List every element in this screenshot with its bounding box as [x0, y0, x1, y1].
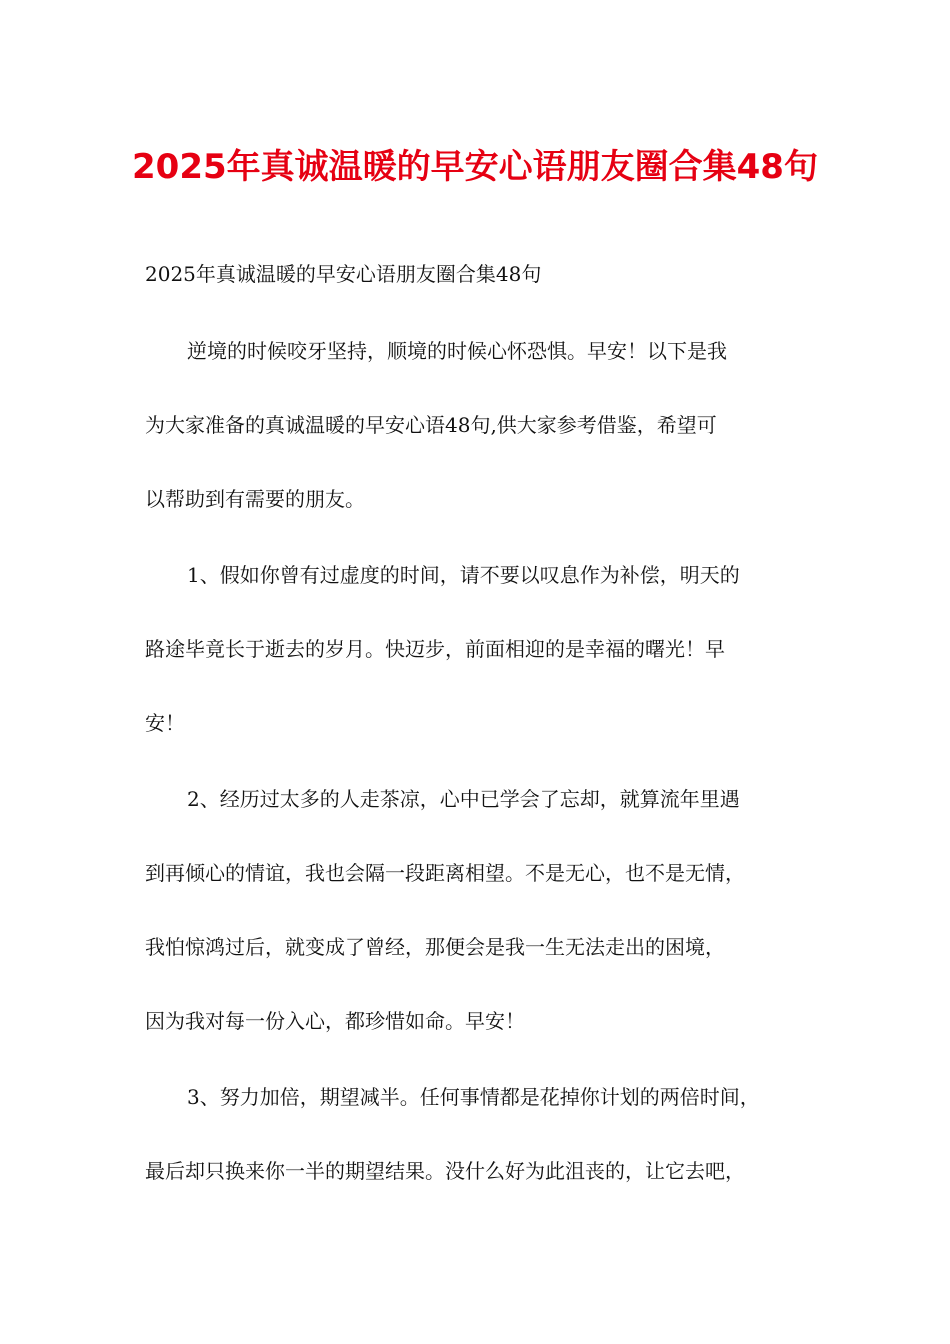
item-2-line-2: 到再倾心的情谊，我也会隔一段距离相望。不是无心，也不是无情，	[145, 861, 745, 885]
item-1-line-2: 路途毕竟长于逝去的岁月。快迈步，前面相迎的是幸福的曙光！早	[145, 637, 725, 661]
item-3-line-1: 3、努力加倍，期望减半。任何事情都是花掉你计划的两倍时间，	[187, 1085, 760, 1109]
document-subtitle: 2025年真诚温暖的早安心语朋友圈合集48句	[145, 262, 542, 286]
item-2-line-3: 我怕惊鸿过后，就变成了曾经，那便会是我一生无法走出的困境，	[145, 935, 725, 959]
intro-line-1: 逆境的时候咬牙坚持，顺境的时候心怀恐惧。早安！以下是我	[187, 339, 727, 363]
intro-line-3: 以帮助到有需要的朋友。	[145, 487, 365, 511]
item-2-line-4: 因为我对每一份入心，都珍惜如命。早安！	[145, 1009, 525, 1033]
intro-line-2: 为大家准备的真诚温暖的早安心语48句,供大家参考借鉴，希望可	[145, 413, 717, 437]
item-2-line-1: 2、经历过太多的人走茶凉，心中已学会了忘却，就算流年里遇	[187, 787, 740, 811]
item-1-line-3: 安！	[145, 711, 185, 735]
document-title: 2025年真诚温暖的早安心语朋友圈合集48句	[132, 147, 818, 187]
item-3-line-2: 最后却只换来你一半的期望结果。没什么好为此沮丧的，让它去吧，	[145, 1159, 745, 1183]
item-1-line-1: 1、假如你曾有过虚度的时间，请不要以叹息作为补偿，明天的	[187, 563, 740, 587]
